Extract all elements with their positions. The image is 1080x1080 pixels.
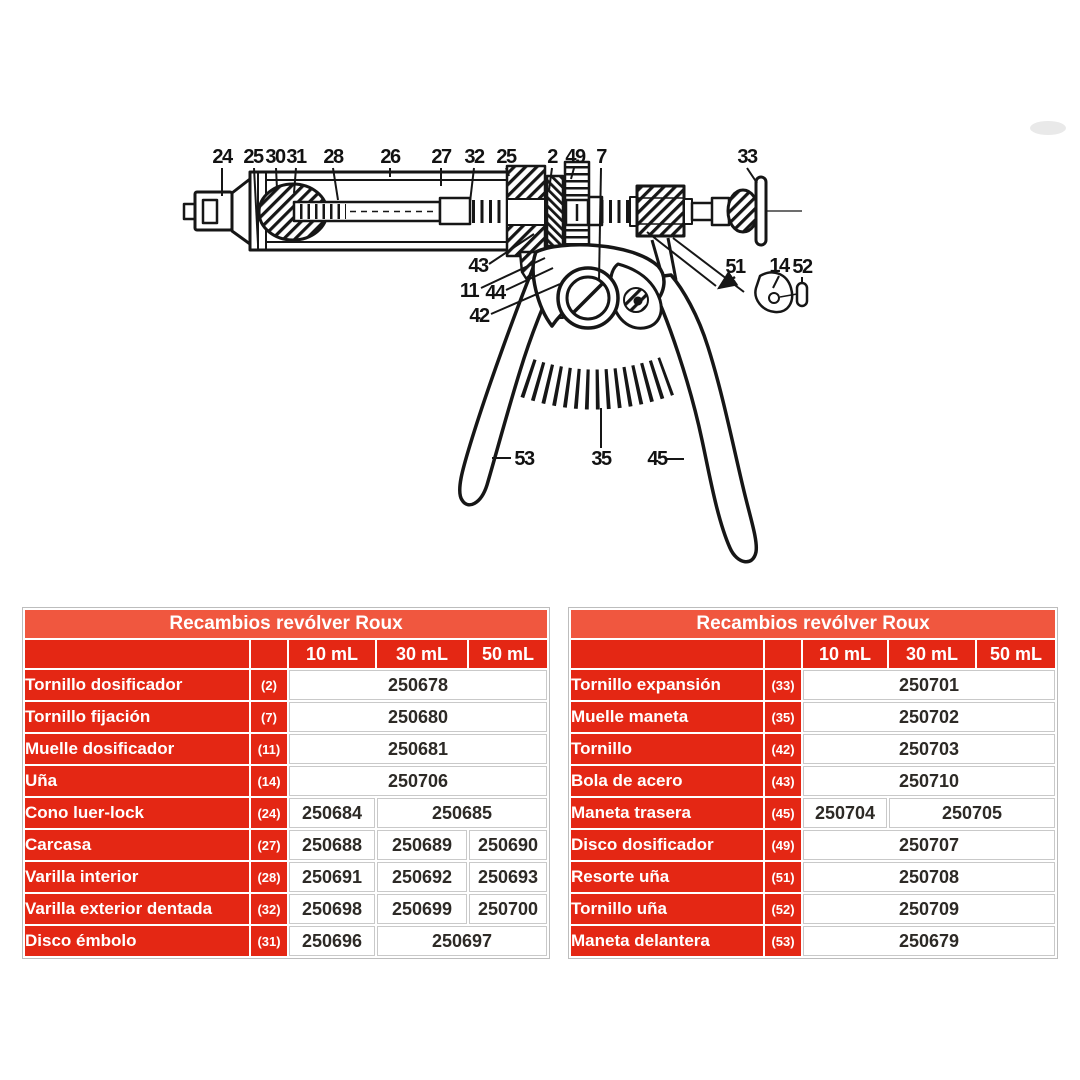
- table-title: Recambios revólver Roux: [25, 610, 547, 638]
- part-name-cell: Varilla exterior dentada: [25, 894, 249, 924]
- part-label: 25: [496, 146, 516, 168]
- part-name-cell: Tornillo expansión: [571, 670, 763, 700]
- fixation-screw: [558, 268, 618, 328]
- part-name-cell: Disco dosificador: [571, 830, 763, 860]
- part-name-cell: Varilla interior: [25, 862, 249, 892]
- empty-header-cell: [765, 640, 801, 668]
- table-header-row: [25, 640, 547, 668]
- part-name-cell: Muelle dosificador: [25, 734, 249, 764]
- part-label: 43: [468, 255, 488, 277]
- part-ref-cell: (45): [765, 798, 801, 828]
- part-number-cell: 250706: [289, 766, 547, 796]
- part-ref-cell: (33): [765, 670, 801, 700]
- size-header-30ml: 30 mL: [889, 640, 975, 668]
- table-row: [25, 670, 547, 700]
- parts-table-left: [22, 607, 550, 959]
- part-label: 51: [725, 256, 745, 278]
- table-row: [571, 734, 1055, 764]
- empty-header-cell: [571, 640, 763, 668]
- part-number-cell: 250689: [377, 830, 467, 860]
- table-title: Recambios revólver Roux: [571, 610, 1055, 638]
- table-row: [571, 766, 1055, 796]
- part-number-cell: 250688: [289, 830, 375, 860]
- part-label: 52: [792, 256, 812, 278]
- part-number-cell: 250692: [377, 862, 467, 892]
- part-ref-cell: (11): [251, 734, 287, 764]
- table-row: [571, 862, 1055, 892]
- size-header-50ml: 50 mL: [977, 640, 1055, 668]
- part-number-cell: 250698: [289, 894, 375, 924]
- part-label: 26: [380, 146, 400, 168]
- part-number-cell: 250704: [803, 798, 887, 828]
- empty-header-cell: [25, 640, 249, 668]
- part-name-cell: Bola de acero: [571, 766, 763, 796]
- part-ref-cell: (31): [251, 926, 287, 956]
- part-label: 2: [547, 146, 557, 168]
- part-label: 27: [431, 146, 451, 168]
- table-row: [25, 734, 547, 764]
- part-name-cell: Muelle maneta: [571, 702, 763, 732]
- part-name-cell: Tornillo fijación: [25, 702, 249, 732]
- part-number-cell: 250703: [803, 734, 1055, 764]
- size-header-10ml: 10 mL: [289, 640, 375, 668]
- table-row: [25, 766, 547, 796]
- part-number-cell: 250681: [289, 734, 547, 764]
- part-number-cell: 250697: [377, 926, 547, 956]
- part-ref-cell: (27): [251, 830, 287, 860]
- parts-table-right: [568, 607, 1058, 959]
- part-label: 24: [212, 146, 232, 168]
- table-row: [571, 926, 1055, 956]
- part-label: 7: [596, 146, 606, 168]
- part-label: 33: [737, 146, 757, 168]
- part-label: 35: [591, 448, 611, 470]
- table-row: [571, 830, 1055, 860]
- table-row: [25, 926, 547, 956]
- part-label: 31: [286, 146, 306, 168]
- part-name-cell: Cono luer-lock: [25, 798, 249, 828]
- empty-header-cell: [251, 640, 287, 668]
- part-number-cell: 250699: [377, 894, 467, 924]
- part-number-cell: 250679: [803, 926, 1055, 956]
- part-number-cell: 250680: [289, 702, 547, 732]
- table-title-row: [571, 610, 1055, 638]
- table-row: [571, 894, 1055, 924]
- part-ref-cell: (14): [251, 766, 287, 796]
- part-name-cell: Uña: [25, 766, 249, 796]
- part-name-cell: Tornillo: [571, 734, 763, 764]
- part-name-cell: Disco émbolo: [25, 926, 249, 956]
- part-number-cell: 250691: [289, 862, 375, 892]
- handle-spring: [527, 376, 667, 390]
- part-name-cell: Tornillo uña: [571, 894, 763, 924]
- part-ref-cell: (43): [765, 766, 801, 796]
- part-name-cell: Tornillo dosificador: [25, 670, 249, 700]
- part-ref-cell: (42): [765, 734, 801, 764]
- part-number-cell: 250696: [289, 926, 375, 956]
- part-name-cell: Maneta delantera: [571, 926, 763, 956]
- photo-smudge: [1030, 121, 1066, 135]
- part-number-cell: 250684: [289, 798, 375, 828]
- table-row: [25, 894, 547, 924]
- table-row: [571, 670, 1055, 700]
- part-ref-cell: (49): [765, 830, 801, 860]
- part-label: 11: [459, 280, 479, 302]
- part-ref-cell: (53): [765, 926, 801, 956]
- part-name-cell: Resorte uña: [571, 862, 763, 892]
- part-ref-cell: (24): [251, 798, 287, 828]
- part-label: 53: [514, 448, 534, 470]
- part-number-cell: 250693: [469, 862, 547, 892]
- rear-handle: [648, 275, 756, 562]
- part-number-cell: 250705: [889, 798, 1055, 828]
- table-title-row: [25, 610, 547, 638]
- part-name-cell: Maneta trasera: [571, 798, 763, 828]
- part-label: 32: [464, 146, 484, 168]
- part-label: 25: [243, 146, 263, 168]
- part-label: 30: [265, 146, 285, 168]
- inner-rod: [294, 198, 470, 224]
- part-ref-cell: (32): [251, 894, 287, 924]
- part-label: 49: [565, 146, 585, 168]
- part-label: 42: [469, 305, 489, 327]
- part-number-cell: 250707: [803, 830, 1055, 860]
- part-label: 28: [323, 146, 343, 168]
- table-row: [25, 830, 547, 860]
- luer-lock-cone: [184, 179, 250, 244]
- part-number-cell: 250709: [803, 894, 1055, 924]
- part-ref-cell: (2): [251, 670, 287, 700]
- part-number-cell: 250710: [803, 766, 1055, 796]
- table-row: [25, 798, 547, 828]
- size-header-30ml: 30 mL: [377, 640, 467, 668]
- part-number-cell: 250678: [289, 670, 547, 700]
- size-header-10ml: 10 mL: [803, 640, 887, 668]
- table-row: [571, 798, 1055, 828]
- part-ref-cell: (52): [765, 894, 801, 924]
- part-label: 45: [647, 448, 667, 470]
- part-number-cell: 250701: [803, 670, 1055, 700]
- part-ref-cell: (7): [251, 702, 287, 732]
- part-ref-cell: (51): [765, 862, 801, 892]
- part-ref-cell: (28): [251, 862, 287, 892]
- part-ref-cell: (35): [765, 702, 801, 732]
- part-number-cell: 250685: [377, 798, 547, 828]
- size-header-50ml: 50 mL: [469, 640, 547, 668]
- pawl-and-pin: [719, 272, 807, 312]
- table-row: [571, 702, 1055, 732]
- table-row: [25, 862, 547, 892]
- part-number-cell: 250708: [803, 862, 1055, 892]
- part-label: 14: [769, 255, 789, 277]
- part-label: 44: [485, 282, 505, 304]
- part-name-cell: Carcasa: [25, 830, 249, 860]
- table-header-row: [571, 640, 1055, 668]
- part-number-cell: 250702: [803, 702, 1055, 732]
- part-number-cell: 250700: [469, 894, 547, 924]
- part-number-cell: 250690: [469, 830, 547, 860]
- table-row: [25, 702, 547, 732]
